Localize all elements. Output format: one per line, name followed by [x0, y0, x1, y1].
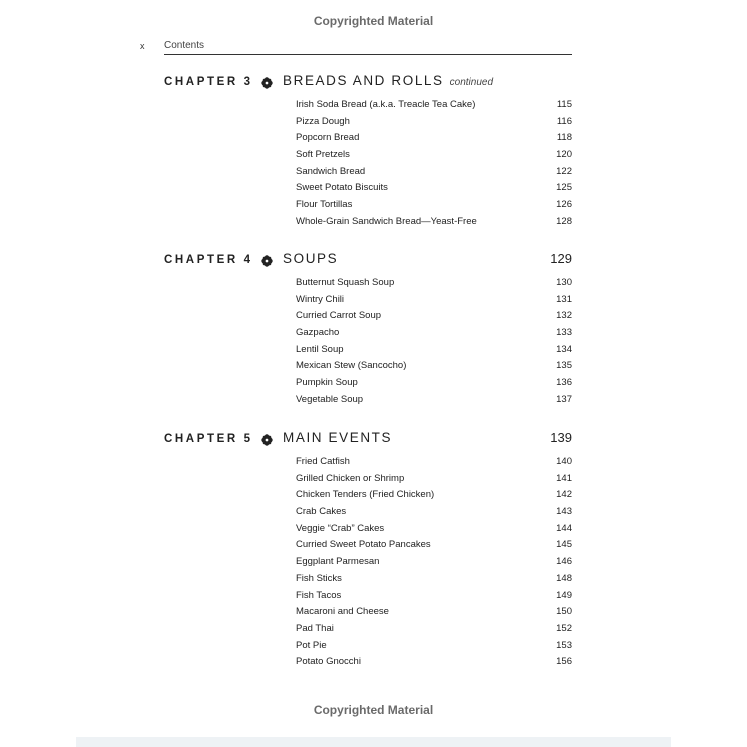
- toc-entry[interactable]: [296, 571, 572, 588]
- entry-page: 144: [556, 522, 572, 534]
- toc-entry[interactable]: [296, 638, 572, 655]
- entry-page: 137: [556, 393, 572, 405]
- entry-page: 135: [556, 360, 572, 372]
- toc-entry[interactable]: [296, 325, 572, 342]
- entry-title: Fish Sticks: [296, 572, 342, 584]
- entry-page: 122: [556, 165, 572, 177]
- entry-title: Whole-Grain Sandwich Bread—Yeast-Free: [296, 215, 477, 227]
- toc-entry-list: [164, 97, 572, 231]
- chapter-5-section: [164, 430, 572, 671]
- toc-entry[interactable]: [296, 147, 572, 164]
- entry-title: Pot Pie: [296, 639, 327, 651]
- page-number: x: [140, 41, 145, 51]
- chapter-label: CHAPTER 3: [164, 76, 253, 88]
- entry-page: 132: [556, 310, 572, 322]
- entry-page: 149: [556, 589, 572, 601]
- flower-icon: [261, 255, 273, 267]
- chapter-heading: [164, 251, 572, 269]
- entry-page: 148: [556, 572, 572, 584]
- copyright-notice-top: Copyrighted Material: [313, 14, 434, 28]
- toc-entry[interactable]: [296, 588, 572, 605]
- entry-page: 140: [556, 456, 572, 467]
- toc-entry[interactable]: [296, 504, 572, 521]
- toc-entry[interactable]: [296, 342, 572, 359]
- chapter-heading: [164, 73, 572, 91]
- toc-entry[interactable]: [296, 521, 572, 538]
- entry-page: 134: [556, 343, 572, 355]
- toc-entry[interactable]: [296, 375, 572, 392]
- entry-title: Grilled Chicken or Shrimp: [296, 472, 405, 484]
- entry-title: Wintry Chili: [296, 293, 345, 305]
- entry-title: Pizza Dough: [296, 115, 350, 127]
- entry-page: 118: [556, 132, 572, 144]
- toc-entry[interactable]: [296, 114, 572, 131]
- entry-title: Sweet Potato Biscuits: [296, 182, 388, 194]
- entry-page: 116: [556, 115, 572, 127]
- entry-title: Chicken Tenders (Fried Chicken): [296, 489, 435, 501]
- entry-title: Gazpacho: [296, 327, 340, 339]
- entry-title: Fried Catfish: [296, 456, 350, 467]
- chapter-title: [283, 430, 392, 445]
- toc-entry[interactable]: [296, 392, 572, 409]
- running-head-title: Contents: [164, 40, 205, 51]
- entry-title: Crab Cakes: [296, 506, 347, 518]
- entry-page: 125: [556, 182, 572, 194]
- toc-entry[interactable]: [296, 214, 572, 231]
- entry-title: Pad Thai: [296, 622, 334, 634]
- entry-title: Lentil Soup: [296, 343, 344, 355]
- entry-title: Soft Pretzels: [296, 149, 350, 161]
- toc-entry[interactable]: [296, 604, 572, 621]
- chapter-4-section: [164, 251, 572, 409]
- chapter-page: 129: [550, 251, 572, 266]
- chapter-title-text: BREADS AND ROLLS: [283, 73, 444, 88]
- entry-page: 126: [556, 199, 572, 211]
- toc-entry[interactable]: [296, 275, 572, 292]
- chapter-label: CHAPTER 5: [164, 433, 253, 445]
- chapter-title: [283, 73, 493, 88]
- entry-page: 130: [556, 277, 572, 288]
- entry-title: Flour Tortillas: [296, 199, 353, 211]
- toc-entry[interactable]: [296, 180, 572, 197]
- chapter-title-text: MAIN EVENTS: [283, 430, 393, 445]
- entry-page: 152: [556, 622, 572, 634]
- entry-title: Pumpkin Soup: [296, 377, 358, 389]
- chapter-title: [283, 251, 338, 266]
- toc-entry[interactable]: [296, 487, 572, 504]
- toc-entry[interactable]: [296, 130, 572, 147]
- toc-entry[interactable]: [296, 197, 572, 214]
- entry-title: Potato Gnocchi: [296, 656, 361, 668]
- toc-entry[interactable]: [296, 292, 572, 309]
- entry-title: Eggplant Parmesan: [296, 556, 380, 568]
- toc-entry[interactable]: [296, 471, 572, 488]
- entry-page: 136: [556, 377, 572, 389]
- chapter-title-text: SOUPS: [283, 251, 339, 266]
- entry-title: Irish Soda Bread (a.k.a. Treacle Tea Cake): [296, 99, 476, 110]
- copyright-notice-bottom: Copyrighted Material: [313, 703, 434, 717]
- header-rule: [164, 54, 572, 55]
- chapter-label: CHAPTER 4: [164, 254, 253, 266]
- toc-entry[interactable]: [296, 537, 572, 554]
- entry-page: 150: [556, 606, 572, 618]
- entry-title: Butternut Squash Soup: [296, 277, 395, 288]
- entry-page: 115: [556, 99, 572, 110]
- entry-page: 141: [556, 472, 572, 484]
- entry-page: 145: [556, 539, 572, 551]
- toc-entry[interactable]: [296, 554, 572, 571]
- entry-title: Curried Carrot Soup: [296, 310, 382, 322]
- chapter-3-section: [164, 73, 572, 231]
- entry-title: Sandwich Bread: [296, 165, 366, 177]
- entry-title: Popcorn Bread: [296, 132, 360, 144]
- toc-entry-list: [164, 454, 572, 671]
- chapter-page: 139: [550, 430, 572, 445]
- entry-title: Mexican Stew (Sancocho): [296, 360, 407, 372]
- entry-page: 142: [556, 489, 572, 501]
- entry-title: Fish Tacos: [296, 589, 342, 601]
- entry-title: Curried Sweet Potato Pancakes: [296, 539, 431, 551]
- entry-title: Vegetable Soup: [296, 393, 364, 405]
- toc-entry[interactable]: [296, 621, 572, 638]
- entry-title: Macaroni and Cheese: [296, 606, 389, 618]
- entry-page: 156: [556, 656, 572, 668]
- entry-page: 153: [556, 639, 572, 651]
- entry-page: 128: [556, 215, 572, 227]
- entry-page: 131: [556, 293, 572, 305]
- toc-entry[interactable]: [296, 358, 572, 375]
- toc-entry[interactable]: [296, 454, 572, 471]
- viewer-bottom-strip: [76, 737, 671, 747]
- running-head: [140, 40, 572, 54]
- entry-page: 143: [556, 506, 572, 518]
- toc-entry-list: [164, 275, 572, 409]
- entry-title: Veggie “Crab” Cakes: [296, 522, 385, 534]
- toc-entry[interactable]: [296, 654, 572, 671]
- toc-entry[interactable]: [296, 308, 572, 325]
- toc-entry[interactable]: [296, 97, 572, 114]
- entry-page: 146: [556, 556, 572, 568]
- continued-label: continued: [449, 77, 494, 88]
- flower-icon: [261, 434, 273, 446]
- entry-page: 120: [556, 149, 572, 161]
- toc-entry[interactable]: [296, 164, 572, 181]
- entry-page: 133: [556, 327, 572, 339]
- flower-icon: [261, 77, 273, 89]
- chapter-heading: [164, 430, 572, 448]
